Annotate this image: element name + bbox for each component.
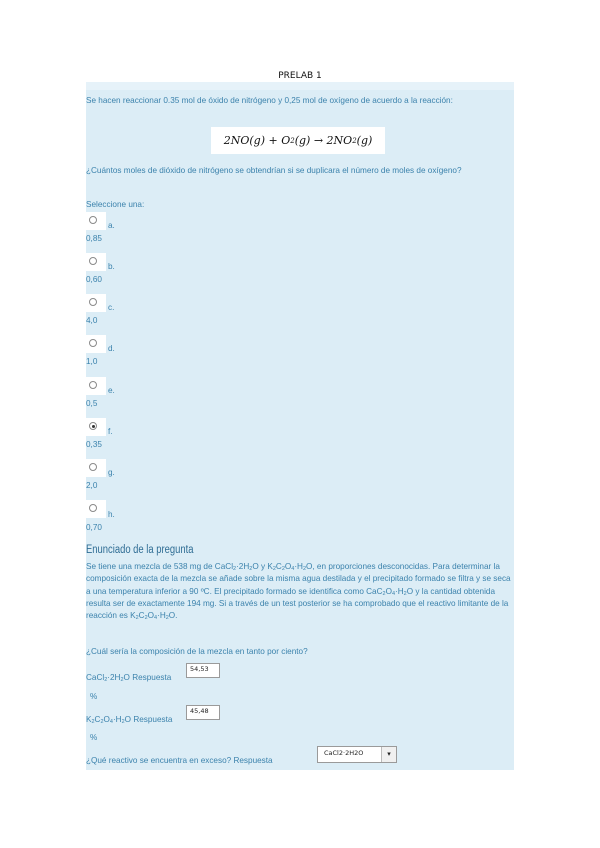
question1-text: ¿Cuántos moles de dióxido de nitrógeno se obtendrían si se duplicara el número de moles de oxígeno?: [86, 166, 462, 175]
excess-reactant-select[interactable]: [317, 746, 397, 763]
document-title: PRELAB 1: [278, 71, 322, 81]
option-h-letter: h.: [108, 510, 115, 519]
option-h-value: 0,70: [86, 523, 102, 532]
option-f-letter: f.: [108, 427, 113, 436]
option-f-value: 0,35: [86, 440, 102, 449]
composition-question: ¿Cuál sería la composición de la mezcla en tanto por ciento?: [86, 647, 308, 656]
excess-selected-value: CaCl2·2H2O: [324, 749, 364, 757]
option-f-radio[interactable]: [86, 418, 106, 436]
answer2-percent: %: [90, 733, 98, 742]
option-g-letter: g.: [108, 468, 115, 477]
answer2-input[interactable]: 45,48: [186, 705, 220, 720]
answer2-label-text: Respuesta: [133, 715, 173, 724]
option-e-radio[interactable]: [86, 377, 106, 395]
answer1-label: $CaCl_2\cdot 2H_2O$ Respuesta: [86, 673, 172, 683]
question1-stem: Se hacen reaccionar 0.35 mol de óxido de nitrógeno y 0,25 mol de oxígeno de acuerdo a la reacción:: [86, 96, 453, 105]
option-h-radio[interactable]: [86, 500, 106, 518]
option-c-value: 4,0: [86, 316, 98, 325]
reaction-equation: 2 NO ( g ) + O 2 ( g ) → 2 NO 2 ( g ): [211, 127, 385, 154]
option-a-radio[interactable]: [86, 212, 106, 230]
option-a-letter: a.: [108, 221, 115, 230]
option-g-value: 2,0: [86, 481, 98, 490]
answer1-percent: %: [90, 692, 98, 701]
select-prompt: Seleccione una:: [86, 200, 145, 209]
option-c-radio[interactable]: [86, 294, 106, 312]
option-e-value: 0,5: [86, 399, 98, 408]
option-g-radio[interactable]: [86, 459, 106, 477]
option-d-radio[interactable]: [86, 335, 106, 353]
answer2-label: $K_2C_2O_4\cdot H_2O$ Respuesta: [86, 715, 173, 725]
question2-heading: Enunciado de la pregunta: [86, 544, 194, 556]
option-c-letter: c.: [108, 303, 115, 312]
answer1-input[interactable]: 54,53: [186, 663, 220, 678]
chevron-down-icon[interactable]: ▾: [381, 747, 396, 762]
question2-statement: Se tiene una mezcla de 538 mg de $CaCl_2\cdot 2H_2O$ y $K_2C_2O_4\cdot H_2O$, en proporciones desconocidas. Para determinar la composición exacta de la mezcla se añade sobre la misma agua destilada y el precipitado formado se filtra y se seca a una temperatura inferior a 90 ºC. El precipitado formado se identifica como $CaC_2O_4\cdot H_2O$ y la cantidad obtenida resulta ser de exactamente 194 mg. Si a través de un test posterior se ha comprobado que el reactivo limitante de la reacción es $K_2C_2O_4\cdot H_2O$.: [86, 562, 511, 622]
answer1-label-text: Respuesta: [132, 673, 172, 682]
excess-question: ¿Qué reactivo se encuentra en exceso? Respuesta: [86, 756, 273, 765]
option-d-value: 1,0: [86, 357, 98, 366]
option-d-letter: d.: [108, 344, 115, 353]
panel-top-strip: [86, 82, 514, 90]
option-e-letter: e.: [108, 386, 115, 395]
option-b-value: 0,60: [86, 275, 102, 284]
option-a-value: 0,85: [86, 234, 102, 243]
option-b-radio[interactable]: [86, 253, 106, 271]
option-b-letter: b.: [108, 262, 115, 271]
question-panel: [86, 90, 514, 770]
